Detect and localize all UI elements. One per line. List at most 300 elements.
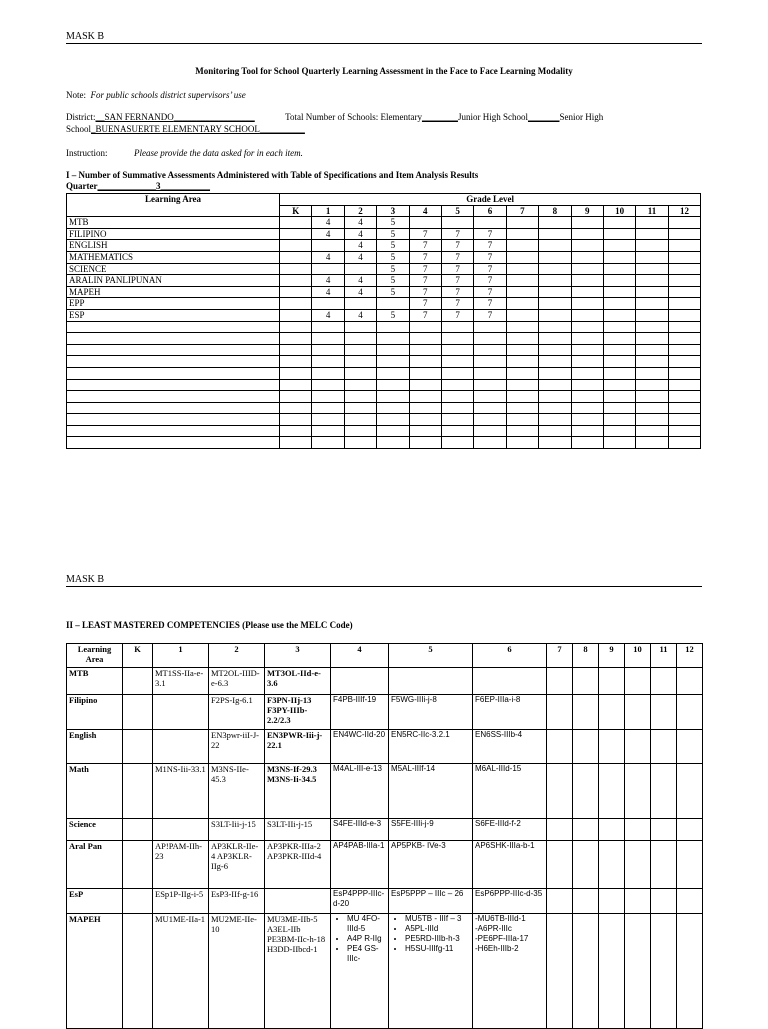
count-cell <box>636 263 668 275</box>
empty-cell <box>474 379 506 391</box>
count-cell <box>344 263 376 275</box>
grade-1-cell: MT1SS-IIa-e-3.1 <box>153 668 209 695</box>
grade-12-cell <box>677 730 703 764</box>
jhs-label: Junior High School <box>457 112 528 122</box>
column-header-2: 1 <box>153 644 209 668</box>
count-cell <box>280 228 312 240</box>
learning-area-cell: Aral Pan <box>67 841 123 889</box>
count-cell: 7 <box>441 228 473 240</box>
empty-cell <box>441 379 473 391</box>
empty-cell <box>67 321 280 333</box>
grade-2-cell: MU2ME-IIe-10 <box>209 914 265 1029</box>
empty-cell <box>67 356 280 368</box>
grade-1-cell: M1NS-Iii-33.1 <box>153 764 209 819</box>
count-cell <box>571 298 603 310</box>
empty-row <box>67 425 701 437</box>
count-cell <box>636 251 668 263</box>
count-cell: 5 <box>377 263 409 275</box>
empty-cell <box>506 356 538 368</box>
empty-row <box>67 437 701 449</box>
learning-area-cell: EPP <box>67 298 280 310</box>
count-cell: 4 <box>312 217 344 229</box>
count-cell <box>441 217 473 229</box>
empty-cell <box>668 425 701 437</box>
competency-code: • MU5TB - IIIf – 3 <box>405 914 470 924</box>
empty-cell <box>409 379 441 391</box>
count-cell <box>571 240 603 252</box>
grade-8-cell <box>573 764 599 819</box>
count-cell: 7 <box>474 263 506 275</box>
grade-11-cell <box>651 819 677 841</box>
empty-cell <box>539 367 571 379</box>
count-cell: 7 <box>409 228 441 240</box>
count-cell: 4 <box>344 240 376 252</box>
grade-6-cell <box>473 668 547 695</box>
count-cell: 7 <box>409 240 441 252</box>
grade-12-cell <box>677 914 703 1029</box>
count-cell: 5 <box>377 286 409 298</box>
grade-9-cell <box>599 819 625 841</box>
empty-cell <box>539 333 571 345</box>
learning-area-cell: English <box>67 730 123 764</box>
count-cell: 5 <box>377 251 409 263</box>
instruction-label: Instruction: <box>66 148 108 158</box>
count-cell: 7 <box>409 263 441 275</box>
empty-cell <box>506 367 538 379</box>
table-row <box>67 730 703 764</box>
empty-cell <box>539 321 571 333</box>
grade-8-cell <box>573 695 599 730</box>
empty-cell <box>506 425 538 437</box>
school-line: School_BUENASUERTE ELEMENTARY SCHOOL__________ <box>66 124 305 134</box>
learning-area-cell: FILIPINO <box>67 228 280 240</box>
count-cell <box>506 275 538 287</box>
learning-area-cell: Science <box>67 819 123 841</box>
district-label: District: <box>66 112 96 122</box>
empty-cell <box>344 344 376 356</box>
grade-2-cell: EsP3-IIf-g-16 <box>209 889 265 914</box>
empty-cell <box>668 333 701 345</box>
count-cell: 7 <box>474 286 506 298</box>
empty-cell <box>506 344 538 356</box>
grade-5-cell: S5FE-IIIi-j-9 <box>389 819 473 841</box>
empty-cell <box>441 367 473 379</box>
count-cell <box>312 263 344 275</box>
count-cell: 5 <box>377 240 409 252</box>
grade-9-cell <box>599 914 625 1029</box>
mask-label: MASK B <box>66 31 105 42</box>
grade-9-cell <box>599 695 625 730</box>
grade-3-cell: F3PN-IIj-13 F3PY-IIIb-2.2/2.3 <box>265 695 331 730</box>
count-cell <box>571 275 603 287</box>
grade-5-cell: F5WG-IIIi-j-8 <box>389 695 473 730</box>
grade-11-cell <box>651 914 677 1029</box>
empty-cell <box>506 333 538 345</box>
empty-cell <box>506 437 538 449</box>
quarter-label: Quarter <box>66 181 98 191</box>
grade-3-cell: M3NS-If-29.3 M3NS-Ii-34.5 <box>265 764 331 819</box>
empty-cell <box>409 391 441 403</box>
column-header-11: 10 <box>625 644 651 668</box>
empty-cell <box>571 379 603 391</box>
empty-cell <box>377 379 409 391</box>
count-cell: 7 <box>409 275 441 287</box>
grade-10-cell <box>625 819 651 841</box>
grade-1-cell: ESp1P-IIg-i-5 <box>153 889 209 914</box>
empty-cell <box>344 402 376 414</box>
empty-row <box>67 379 701 391</box>
learning-area-cell: ENGLISH <box>67 240 280 252</box>
count-cell: 4 <box>312 251 344 263</box>
count-cell: 7 <box>409 309 441 321</box>
grade-12-cell <box>677 668 703 695</box>
grade-7-cell <box>547 819 573 841</box>
grade-7-cell <box>547 841 573 889</box>
competencies-table <box>66 643 703 1029</box>
empty-cell <box>539 391 571 403</box>
empty-cell <box>344 391 376 403</box>
count-cell <box>506 217 538 229</box>
grade-7-cell <box>547 764 573 819</box>
empty-cell <box>539 344 571 356</box>
count-cell: 4 <box>344 275 376 287</box>
grade-2-cell: S3LT-Iii-j-15 <box>209 819 265 841</box>
table-row <box>67 275 701 287</box>
instruction-text: Please provide the data asked for in each item. <box>134 148 303 158</box>
empty-cell <box>636 391 668 403</box>
empty-cell <box>312 344 344 356</box>
table-row <box>67 764 703 819</box>
count-cell: 7 <box>441 286 473 298</box>
column-header-4: 3 <box>265 644 331 668</box>
grade-2-cell: EN3pwr-iiI-J-22 <box>209 730 265 764</box>
grade-header-7: 7 <box>506 205 538 217</box>
empty-cell <box>280 391 312 403</box>
column-header-0: Learning Area <box>67 644 123 668</box>
count-cell <box>603 240 635 252</box>
count-cell <box>603 263 635 275</box>
table-row <box>67 251 701 263</box>
empty-cell <box>603 321 635 333</box>
empty-row <box>67 321 701 333</box>
count-cell <box>344 298 376 310</box>
empty-cell <box>474 356 506 368</box>
grade-level-header: Grade Level <box>280 194 701 206</box>
empty-cell <box>377 367 409 379</box>
grade-3-cell: EN3PWR-Iii-j-22.1 <box>265 730 331 764</box>
grade-11-cell <box>651 695 677 730</box>
empty-cell <box>377 321 409 333</box>
empty-cell <box>409 356 441 368</box>
empty-cell <box>67 333 280 345</box>
count-cell: 7 <box>474 251 506 263</box>
count-cell <box>668 251 701 263</box>
count-cell <box>636 298 668 310</box>
table-row <box>67 309 701 321</box>
grade-6-cell: AP6SHK-IIIa-b-1 <box>473 841 547 889</box>
count-cell <box>603 228 635 240</box>
learning-area-cell: ARALIN PANLIPUNAN <box>67 275 280 287</box>
grade-8-cell <box>573 889 599 914</box>
learning-area-cell: MTB <box>67 668 123 695</box>
grade-2-cell: AP3KLR-IIe-4 AP3KLR-IIg-6 <box>209 841 265 889</box>
table-row <box>67 240 701 252</box>
empty-cell <box>344 425 376 437</box>
empty-cell <box>377 425 409 437</box>
competency-code: -H6Eh-IIIb-2 <box>475 944 519 953</box>
grade-3-cell: AP3PKR-IIIa-2 AP3PKR-IIId-4 <box>265 841 331 889</box>
empty-cell <box>441 391 473 403</box>
grade-6-cell: S6FE-IIId-f-2 <box>473 819 547 841</box>
table-row <box>67 819 703 841</box>
empty-cell <box>636 414 668 426</box>
learning-area-cell: SCIENCE <box>67 263 280 275</box>
grade-10-cell <box>625 841 651 889</box>
empty-cell <box>344 414 376 426</box>
count-cell <box>280 251 312 263</box>
competency-code: • PE5RD-IIIb-h-3 <box>405 934 470 944</box>
column-header-6: 5 <box>389 644 473 668</box>
empty-cell <box>312 321 344 333</box>
count-cell <box>636 309 668 321</box>
empty-cell <box>344 333 376 345</box>
grade-header-12: 12 <box>668 205 701 217</box>
count-cell: 5 <box>377 275 409 287</box>
column-header-13: 12 <box>677 644 703 668</box>
count-cell <box>668 240 701 252</box>
empty-cell <box>280 344 312 356</box>
empty-cell <box>506 402 538 414</box>
empty-cell <box>377 402 409 414</box>
count-cell <box>668 228 701 240</box>
table-row <box>67 228 701 240</box>
empty-cell <box>571 356 603 368</box>
empty-cell <box>506 379 538 391</box>
empty-cell <box>377 344 409 356</box>
empty-cell <box>636 321 668 333</box>
empty-cell <box>312 367 344 379</box>
empty-cell <box>280 333 312 345</box>
count-cell: 4 <box>344 286 376 298</box>
count-cell: 7 <box>441 240 473 252</box>
count-cell <box>280 298 312 310</box>
empty-cell <box>571 402 603 414</box>
empty-cell <box>603 379 635 391</box>
header-rule-2 <box>66 586 702 587</box>
empty-row <box>67 333 701 345</box>
empty-cell <box>441 356 473 368</box>
empty-row <box>67 344 701 356</box>
learning-area-cell: MATHEMATICS <box>67 251 280 263</box>
grade-5-cell: AP5PKB- IVe-3 <box>389 841 473 889</box>
empty-cell <box>67 425 280 437</box>
empty-cell <box>409 321 441 333</box>
empty-cell <box>441 437 473 449</box>
empty-cell <box>377 356 409 368</box>
table-row <box>67 298 701 310</box>
count-cell: 7 <box>474 275 506 287</box>
column-header-9: 8 <box>573 644 599 668</box>
count-cell: 4 <box>344 228 376 240</box>
empty-cell <box>280 367 312 379</box>
empty-cell <box>603 402 635 414</box>
note-text: For public schools district supervisors’ use <box>90 90 246 100</box>
grade-6-cell <box>473 914 547 1029</box>
empty-cell <box>344 437 376 449</box>
count-cell <box>571 228 603 240</box>
grade-9-cell <box>599 889 625 914</box>
grade-8-cell <box>573 819 599 841</box>
count-cell <box>539 275 571 287</box>
empty-cell <box>409 367 441 379</box>
district-line: District:__SAN FERNANDO__________________ Total Number of Schools: Elementary________Junior High School_______Senior High <box>66 112 604 122</box>
grade-4-cell: EsP4PPP-IIIc-d-20 <box>331 889 389 914</box>
count-cell <box>280 240 312 252</box>
quarter-value: 3 <box>156 181 161 191</box>
count-cell <box>312 298 344 310</box>
empty-cell <box>344 367 376 379</box>
count-cell: 4 <box>312 286 344 298</box>
grade-11-cell <box>651 668 677 695</box>
empty-cell <box>668 379 701 391</box>
empty-cell <box>668 344 701 356</box>
grade-9-cell <box>599 764 625 819</box>
empty-cell <box>409 344 441 356</box>
school-value: BUENASUERTE ELEMENTARY SCHOOL <box>95 124 260 134</box>
grade-12-cell <box>677 819 703 841</box>
empty-cell <box>474 367 506 379</box>
count-cell: 5 <box>377 217 409 229</box>
grade-k-cell <box>123 695 153 730</box>
empty-cell <box>409 333 441 345</box>
count-cell <box>571 309 603 321</box>
grade-2-cell: F2PS-Ig-6.1 <box>209 695 265 730</box>
grade-header-5: 5 <box>441 205 473 217</box>
empty-cell <box>603 333 635 345</box>
empty-cell <box>668 414 701 426</box>
grade-7-cell <box>547 889 573 914</box>
empty-cell <box>668 367 701 379</box>
competency-code: -A6PR-IIIc <box>475 924 512 933</box>
empty-cell <box>280 356 312 368</box>
count-cell <box>571 286 603 298</box>
empty-cell <box>409 402 441 414</box>
empty-cell <box>409 425 441 437</box>
empty-row <box>67 402 701 414</box>
count-cell: 4 <box>344 309 376 321</box>
count-cell <box>506 286 538 298</box>
note-line <box>66 90 246 101</box>
shs-label: Senior High <box>559 112 604 122</box>
empty-cell <box>67 414 280 426</box>
empty-cell <box>668 437 701 449</box>
column-header-12: 11 <box>651 644 677 668</box>
grade-header-8: 8 <box>539 205 571 217</box>
count-cell <box>668 275 701 287</box>
grade-4-cell <box>331 668 389 695</box>
grade-k-cell <box>123 668 153 695</box>
empty-cell <box>474 425 506 437</box>
grade-k-cell <box>123 730 153 764</box>
grade-1-cell: AP!PAM-IIh-23 <box>153 841 209 889</box>
count-cell: 7 <box>441 298 473 310</box>
count-cell <box>603 275 635 287</box>
count-cell <box>280 217 312 229</box>
quarter-line: Quarter_____________3___________ <box>66 181 210 191</box>
competency-list <box>333 914 386 964</box>
count-cell <box>409 217 441 229</box>
grade-12-cell <box>677 889 703 914</box>
empty-row <box>67 367 701 379</box>
learning-area-cell: MTB <box>67 217 280 229</box>
count-cell: 7 <box>441 251 473 263</box>
count-cell: 4 <box>344 217 376 229</box>
empty-cell <box>636 379 668 391</box>
empty-cell <box>67 379 280 391</box>
count-cell: 7 <box>441 263 473 275</box>
empty-cell <box>280 414 312 426</box>
empty-cell <box>67 402 280 414</box>
competency-code: • PE4 GS-IIIc- <box>347 944 386 964</box>
empty-cell <box>474 437 506 449</box>
grade-10-cell <box>625 914 651 1029</box>
grade-6-cell: M6AL-IIId-15 <box>473 764 547 819</box>
count-cell <box>636 217 668 229</box>
empty-cell <box>67 367 280 379</box>
count-cell <box>280 286 312 298</box>
empty-cell <box>603 356 635 368</box>
empty-cell <box>344 356 376 368</box>
grade-10-cell <box>625 668 651 695</box>
grade-8-cell <box>573 914 599 1029</box>
competency-code: • A4P R-IIg <box>347 934 386 944</box>
count-cell: 4 <box>312 309 344 321</box>
grade-4-cell: M4AL-III-e-13 <box>331 764 389 819</box>
count-cell <box>603 251 635 263</box>
grade-header-2: 2 <box>344 205 376 217</box>
grade-header-K: K <box>280 205 312 217</box>
empty-cell <box>344 321 376 333</box>
empty-cell <box>571 333 603 345</box>
grade-1-cell <box>153 730 209 764</box>
table-row <box>67 841 703 889</box>
learning-area-cell: Filipino <box>67 695 123 730</box>
empty-cell <box>506 391 538 403</box>
grade-k-cell <box>123 764 153 819</box>
column-header-1: K <box>123 644 153 668</box>
count-cell <box>539 251 571 263</box>
grade-3-cell: S3LT-IIi-j-15 <box>265 819 331 841</box>
table-row <box>67 668 703 695</box>
table-row <box>67 217 701 229</box>
count-cell <box>506 228 538 240</box>
empty-cell <box>280 425 312 437</box>
grade-6-cell: EN6SS-IIIb-4 <box>473 730 547 764</box>
empty-cell <box>539 425 571 437</box>
grade-header-4: 4 <box>409 205 441 217</box>
count-cell <box>539 240 571 252</box>
grade-k-cell <box>123 889 153 914</box>
empty-cell <box>312 379 344 391</box>
empty-cell <box>539 414 571 426</box>
grade-header-9: 9 <box>571 205 603 217</box>
grade-8-cell <box>573 841 599 889</box>
count-cell <box>280 263 312 275</box>
empty-cell <box>539 402 571 414</box>
count-cell <box>506 251 538 263</box>
count-cell <box>539 263 571 275</box>
empty-cell <box>636 344 668 356</box>
